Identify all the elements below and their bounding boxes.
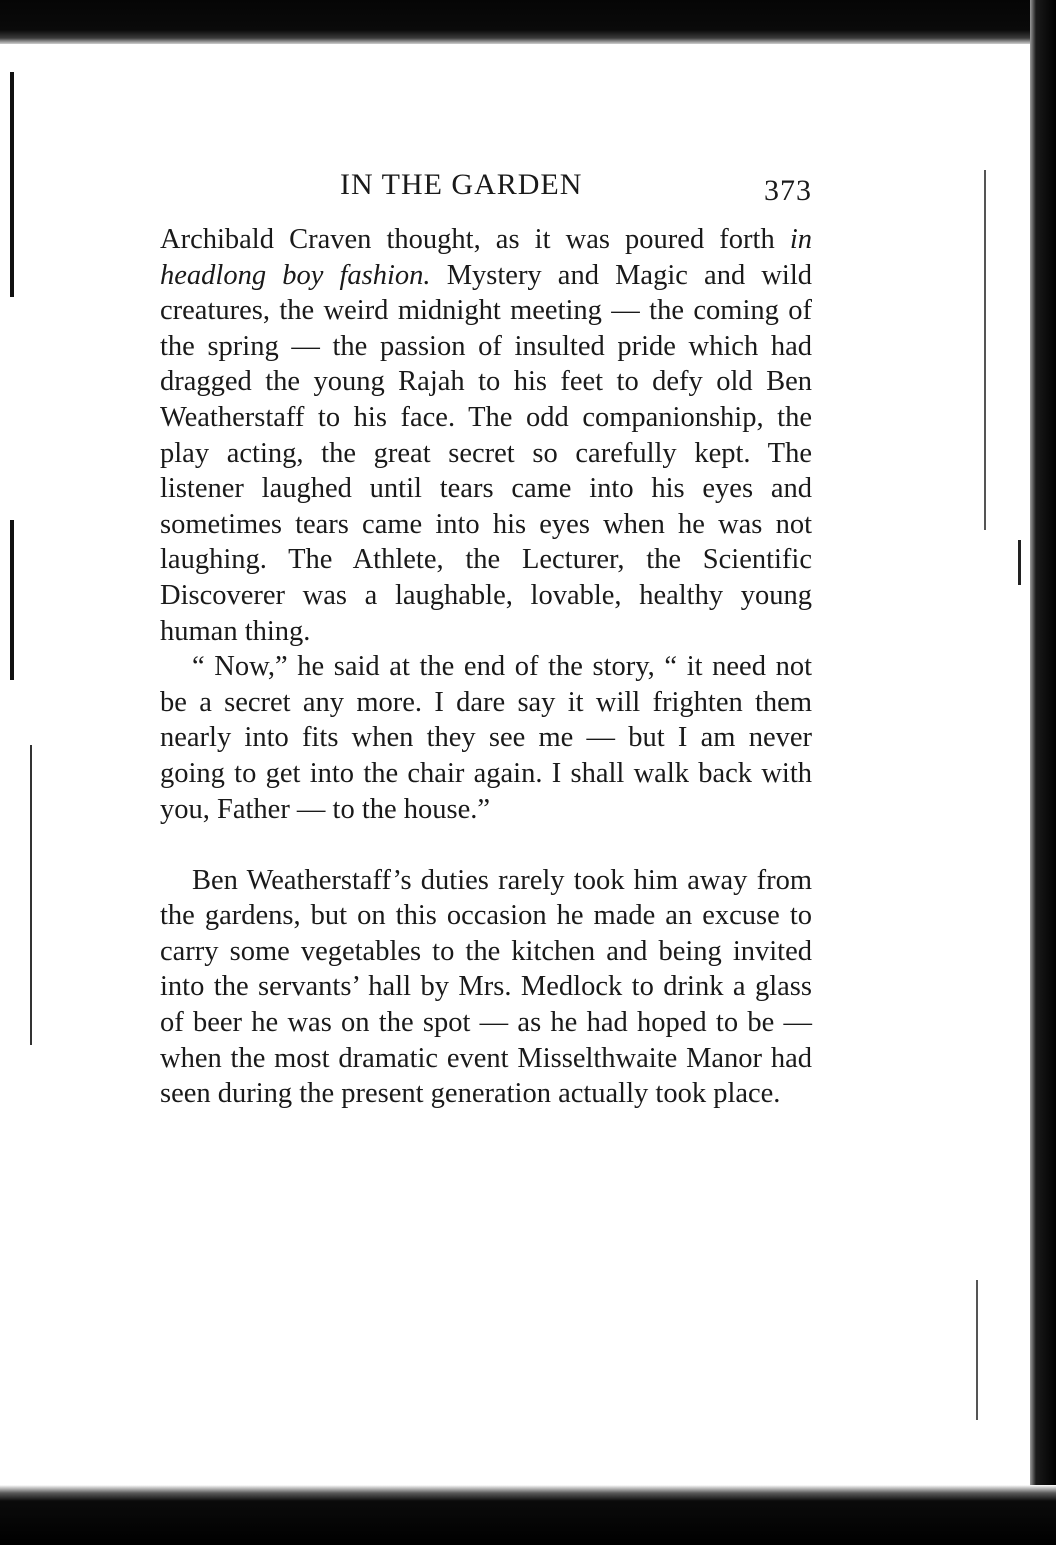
scan-edge-mark: [10, 72, 14, 297]
scan-edge-mark: [976, 1280, 978, 1420]
page-number: 373: [764, 174, 812, 207]
body-text: [160, 222, 812, 1112]
paragraph-lead: Archibald Craven thought, as it was poured forth: [160, 224, 775, 255]
paragraph-italic-phrase: in headlong boy fashion.: [160, 224, 812, 291]
scan-edge-mark: [984, 170, 986, 530]
running-title: IN THE GARDEN: [340, 168, 583, 201]
paragraph: “ Now,” he said at the end of the story, “ it need not be a secret any more. I dare say it will frighten them nearly into fits when they see me — but I am never going to get into the chair again. I shall walk back with you, Father — to the house.”: [160, 651, 812, 825]
running-head: [160, 168, 812, 212]
scan-edge-mark: [1018, 540, 1021, 585]
scan-edge-mark: [10, 520, 14, 680]
scan-edge-mark: [30, 745, 32, 1045]
scan-border-bottom: [0, 1485, 1056, 1545]
paragraph: [160, 222, 812, 649]
paragraph: Ben Weatherstaff’s duties rarely took him away from the gardens, but on this occasion he made an excuse to carry some vegetables to the kitchen and being invited into the servants’ hall by Mrs. Medlock to drink a glass of beer he was on the spot — as he had hoped to be — when the most dramatic event Misselthwaite Manor had seen during the present generation actually took place.: [160, 864, 812, 1110]
scan-border-right: [1030, 0, 1056, 1545]
scan-border-top: [0, 0, 1056, 44]
paragraph-text: Mystery and Magic and wild creatures, the weird midnight meeting — the coming of the spring — the passion of insulted pride which had dragged the young Rajah to his feet to defy old Ben Weatherstaff to his face. The odd companionship, the play acting, the great secret so carefully kept. The listener laughed until tears came into his eyes and sometimes tears came into his eyes when he was not laughing. The Athlete, the Lecturer, the Scientific Discoverer was a laughable, lovable, healthy young human thing.: [160, 259, 812, 647]
